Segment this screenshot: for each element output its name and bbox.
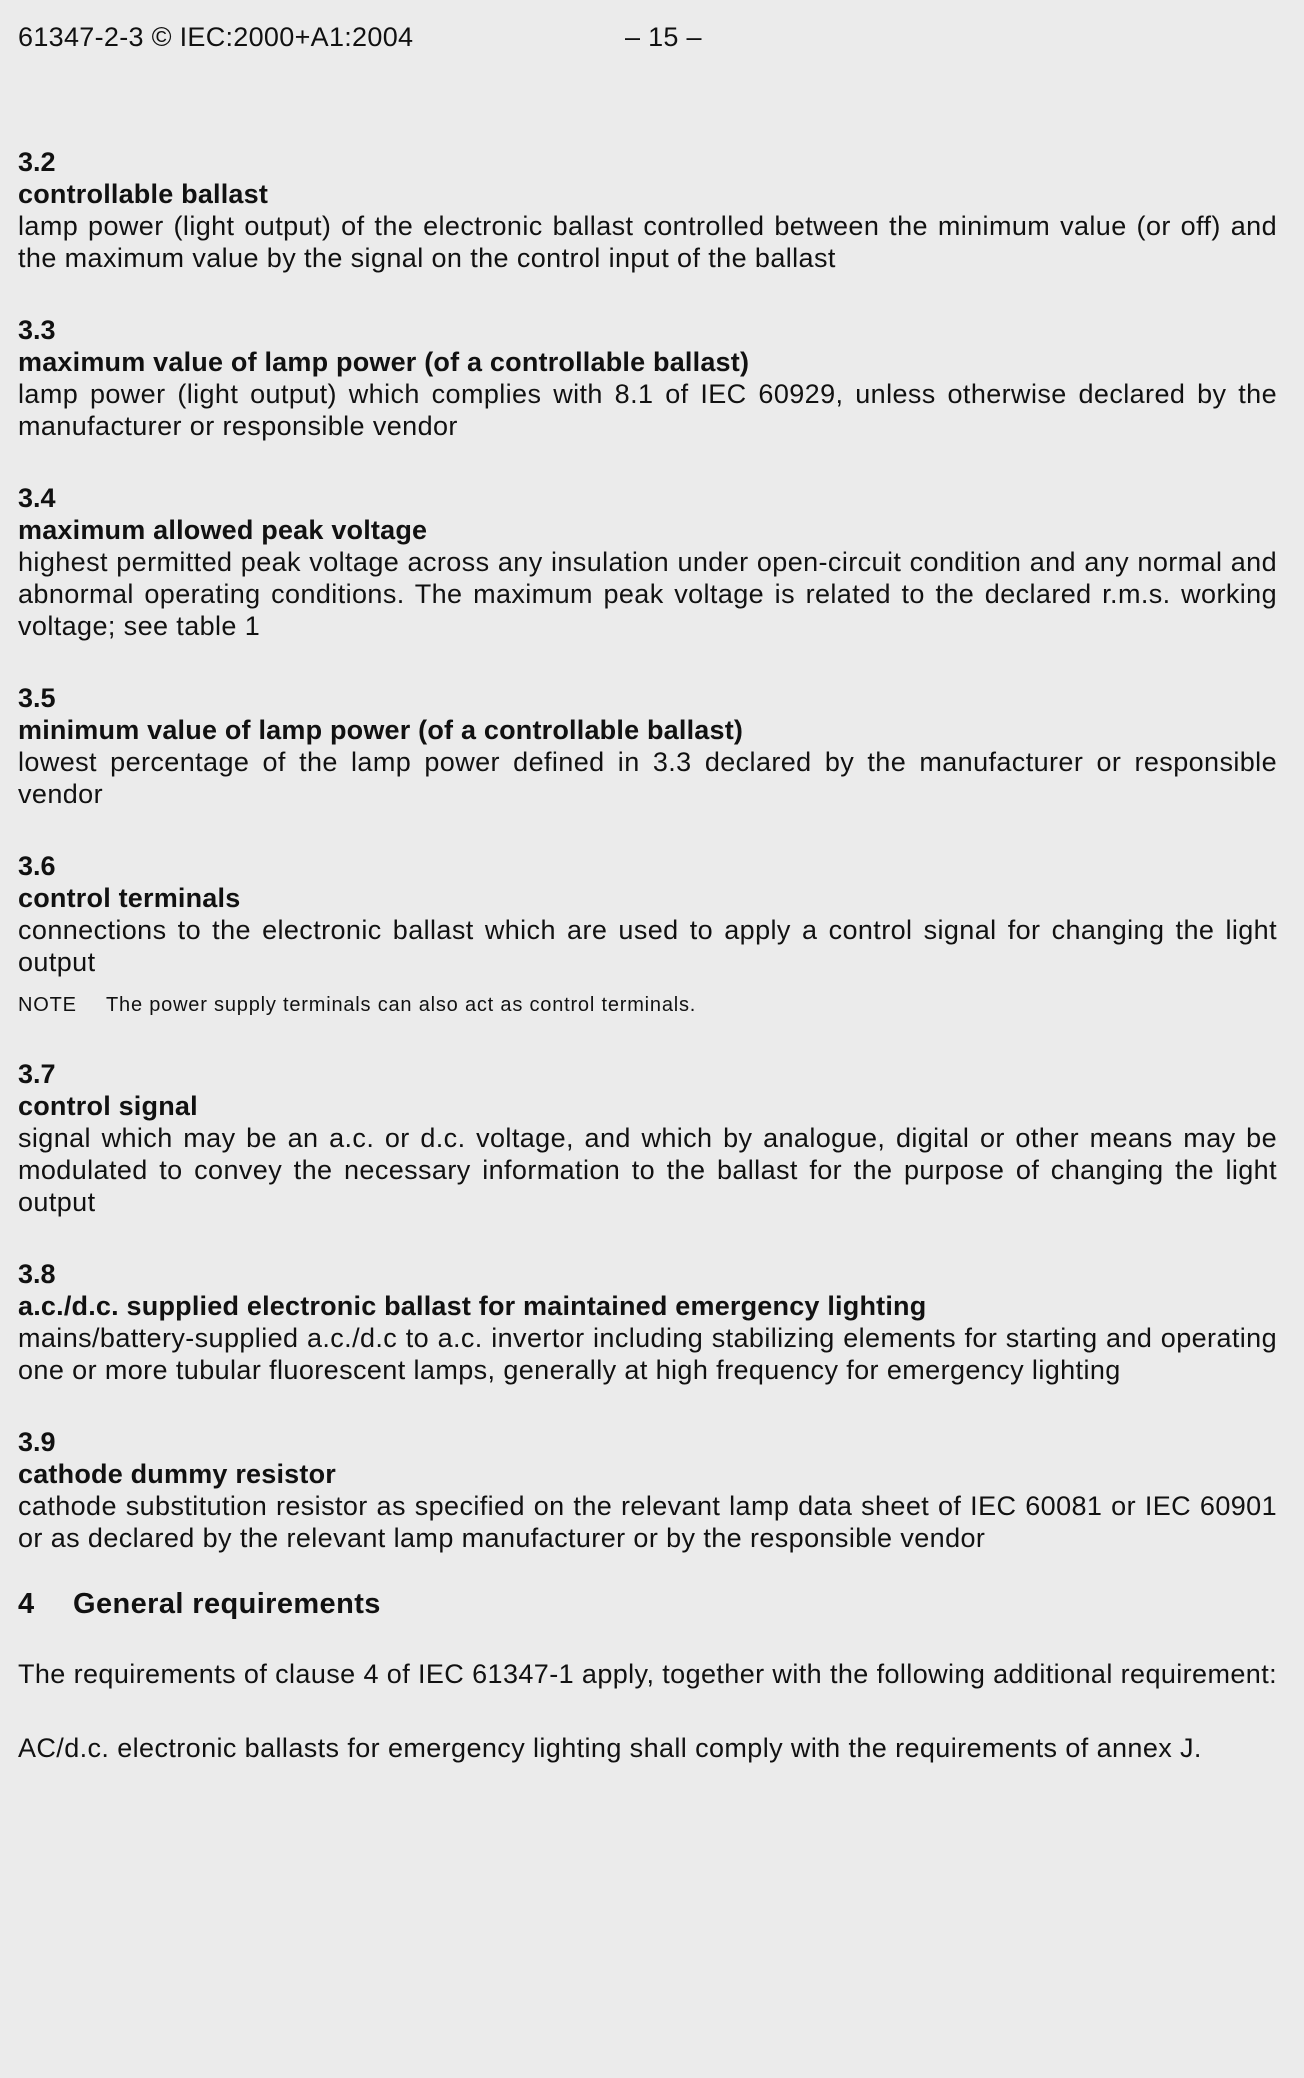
term-3-3 [18, 314, 1277, 442]
term-number: 3.9 [18, 1427, 56, 1457]
term-3-4 [18, 482, 1277, 642]
term-definition: mains/battery-supplied a.c./d.c to a.c. invertor including stabilizing elements for starting and operating one or more tubular fluorescent lamps, generally at high frequency for emergency lighting [18, 1323, 1277, 1385]
page-number: – 15 – [625, 22, 702, 52]
section-paragraph: AC/d.c. electronic ballasts for emergency lighting shall comply with the requirements of annex J. [18, 1733, 1202, 1763]
section-paragraph: The requirements of clause 4 of IEC 61347-1 apply, together with the following additional requirement: [18, 1659, 1278, 1689]
term-title: minimum value of lamp power (of a controllable ballast) [18, 715, 744, 745]
term-definition: lowest percentage of the lamp power defined in 3.3 declared by the manufacturer or responsible vendor [18, 747, 1277, 809]
term-number: 3.7 [18, 1059, 56, 1089]
note-label: NOTE [18, 994, 77, 1016]
term-3-5 [18, 682, 1277, 810]
term-number: 3.6 [18, 851, 56, 881]
term-note [18, 992, 1277, 1018]
note-text: The power supply terminals can also act as control terminals. [106, 994, 697, 1016]
term-number: 3.2 [18, 147, 56, 177]
term-title: cathode dummy resistor [18, 1459, 336, 1489]
term-title: maximum allowed peak voltage [18, 515, 428, 545]
term-definition: signal which may be an a.c. or d.c. voltage, and which by analogue, digital or other means may be modulated to convey the necessary information to the ballast for the purpose of changing the light output [18, 1123, 1277, 1217]
term-definition: connections to the electronic ballast which are used to apply a control signal for changing the light output [18, 915, 1277, 977]
section-number: 4 [18, 1588, 35, 1620]
term-number: 3.3 [18, 315, 56, 345]
term-3-2 [18, 146, 1277, 274]
page-content [18, 146, 1277, 1806]
term-title: a.c./d.c. supplied electronic ballast for maintained emergency lighting [18, 1291, 927, 1321]
standard-reference: 61347-2-3 © IEC:2000+A1:2004 [18, 22, 414, 52]
term-title: control terminals [18, 883, 241, 913]
page-header [18, 22, 1286, 52]
term-3-8 [18, 1258, 1277, 1386]
section-title: General requirements [73, 1588, 381, 1620]
term-number: 3.5 [18, 683, 56, 713]
section-heading [18, 1586, 1277, 1622]
term-3-7 [18, 1058, 1277, 1218]
term-number: 3.8 [18, 1259, 56, 1289]
term-title: controllable ballast [18, 179, 269, 209]
term-title: control signal [18, 1091, 198, 1121]
term-definition: highest permitted peak voltage across any insulation under open-circuit condition and any normal and abnormal operating conditions. The maximum peak voltage is related to the declared r.m.s. working voltage; see table 1 [18, 547, 1277, 641]
term-definition: lamp power (light output) of the electronic ballast controlled between the minimum value (or off) and the maximum value by the signal on the control input of the ballast [18, 211, 1277, 273]
term-definition: cathode substitution resistor as specified on the relevant lamp data sheet of IEC 60081 or IEC 60901 or as declared by the relevant lamp manufacturer or by the responsible vendor [18, 1491, 1277, 1553]
term-definition: lamp power (light output) which complies with 8.1 of IEC 60929, unless otherwise declared by the manufacturer or responsible vendor [18, 379, 1277, 441]
term-number: 3.4 [18, 483, 56, 513]
term-3-9 [18, 1426, 1277, 1554]
term-title: maximum value of lamp power (of a controllable ballast) [18, 347, 750, 377]
term-3-6 [18, 850, 1277, 1018]
